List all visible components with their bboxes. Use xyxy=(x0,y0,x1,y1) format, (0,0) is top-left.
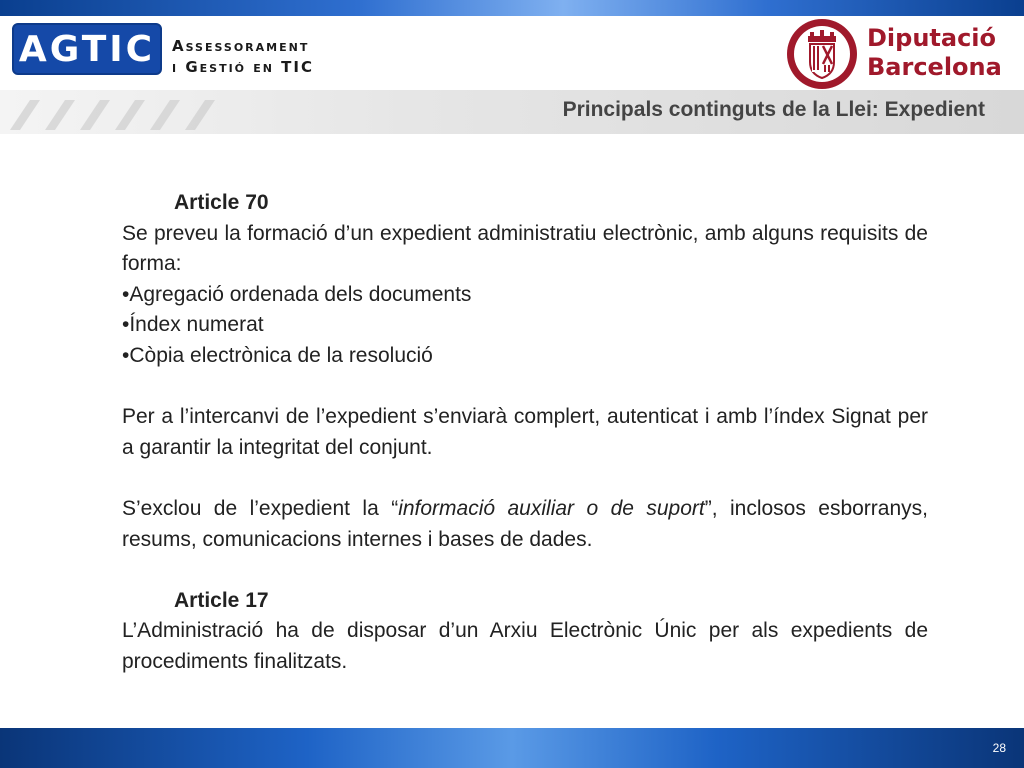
agtic-logo-text: AGTIC xyxy=(18,28,156,70)
diputacio-line1: Diputació xyxy=(867,24,997,52)
agtic-subtitle xyxy=(172,36,362,78)
article-17-heading: Article 17 xyxy=(174,588,269,612)
bottom-decorative-bar xyxy=(0,728,1024,768)
exclude-suffix: ”, inclosos esborranys, resums, comunicacions internes i bases de dades. xyxy=(122,496,928,551)
exclude-italic-term: informació auxiliar o de suport xyxy=(398,496,705,520)
diputacio-logo-text xyxy=(867,24,1017,82)
agtic-logo xyxy=(12,23,162,75)
article-70-intro: Se preveu la formació d’un expedient administratiu electrònic, amb alguns requisits de forma: xyxy=(122,221,928,276)
bullet-item: •Agregació ordenada dels documents xyxy=(122,282,472,306)
article-70-heading: Article 70 xyxy=(174,191,269,214)
agtic-subtitle-line1: Assessorament xyxy=(172,37,310,55)
spacer xyxy=(122,555,928,586)
exchange-paragraph: Per a l’intercanvi de l’expedient s’enviarà complert, autenticat i amb l’índex Signat per a garantir la integritat del conjunt. xyxy=(122,405,928,459)
slide-body xyxy=(122,188,928,678)
bullet-item: •Índex numerat xyxy=(122,313,264,337)
spacer xyxy=(122,463,928,494)
bullet-item: •Còpia electrònica de la resolució xyxy=(122,343,433,367)
article-17-text: L’Administració ha de disposar d’un Arxiu Electrònic Únic per als expedients de procediments finalitzats. xyxy=(122,619,928,673)
slide-title: Principals continguts de la Llei: Expedient xyxy=(562,98,985,121)
page-number: 28 xyxy=(992,741,1006,755)
diputacio-seal-icon xyxy=(786,18,858,90)
top-decorative-bar xyxy=(0,0,1024,16)
exclude-paragraph xyxy=(122,494,928,555)
exclude-prefix: S’exclou de l’expedient la “ xyxy=(122,496,399,520)
agtic-subtitle-line2: i Gestió en TIC xyxy=(172,58,314,76)
diputacio-line2: Barcelona xyxy=(867,53,1002,81)
title-bar-pattern xyxy=(0,90,260,134)
spacer xyxy=(122,372,928,403)
